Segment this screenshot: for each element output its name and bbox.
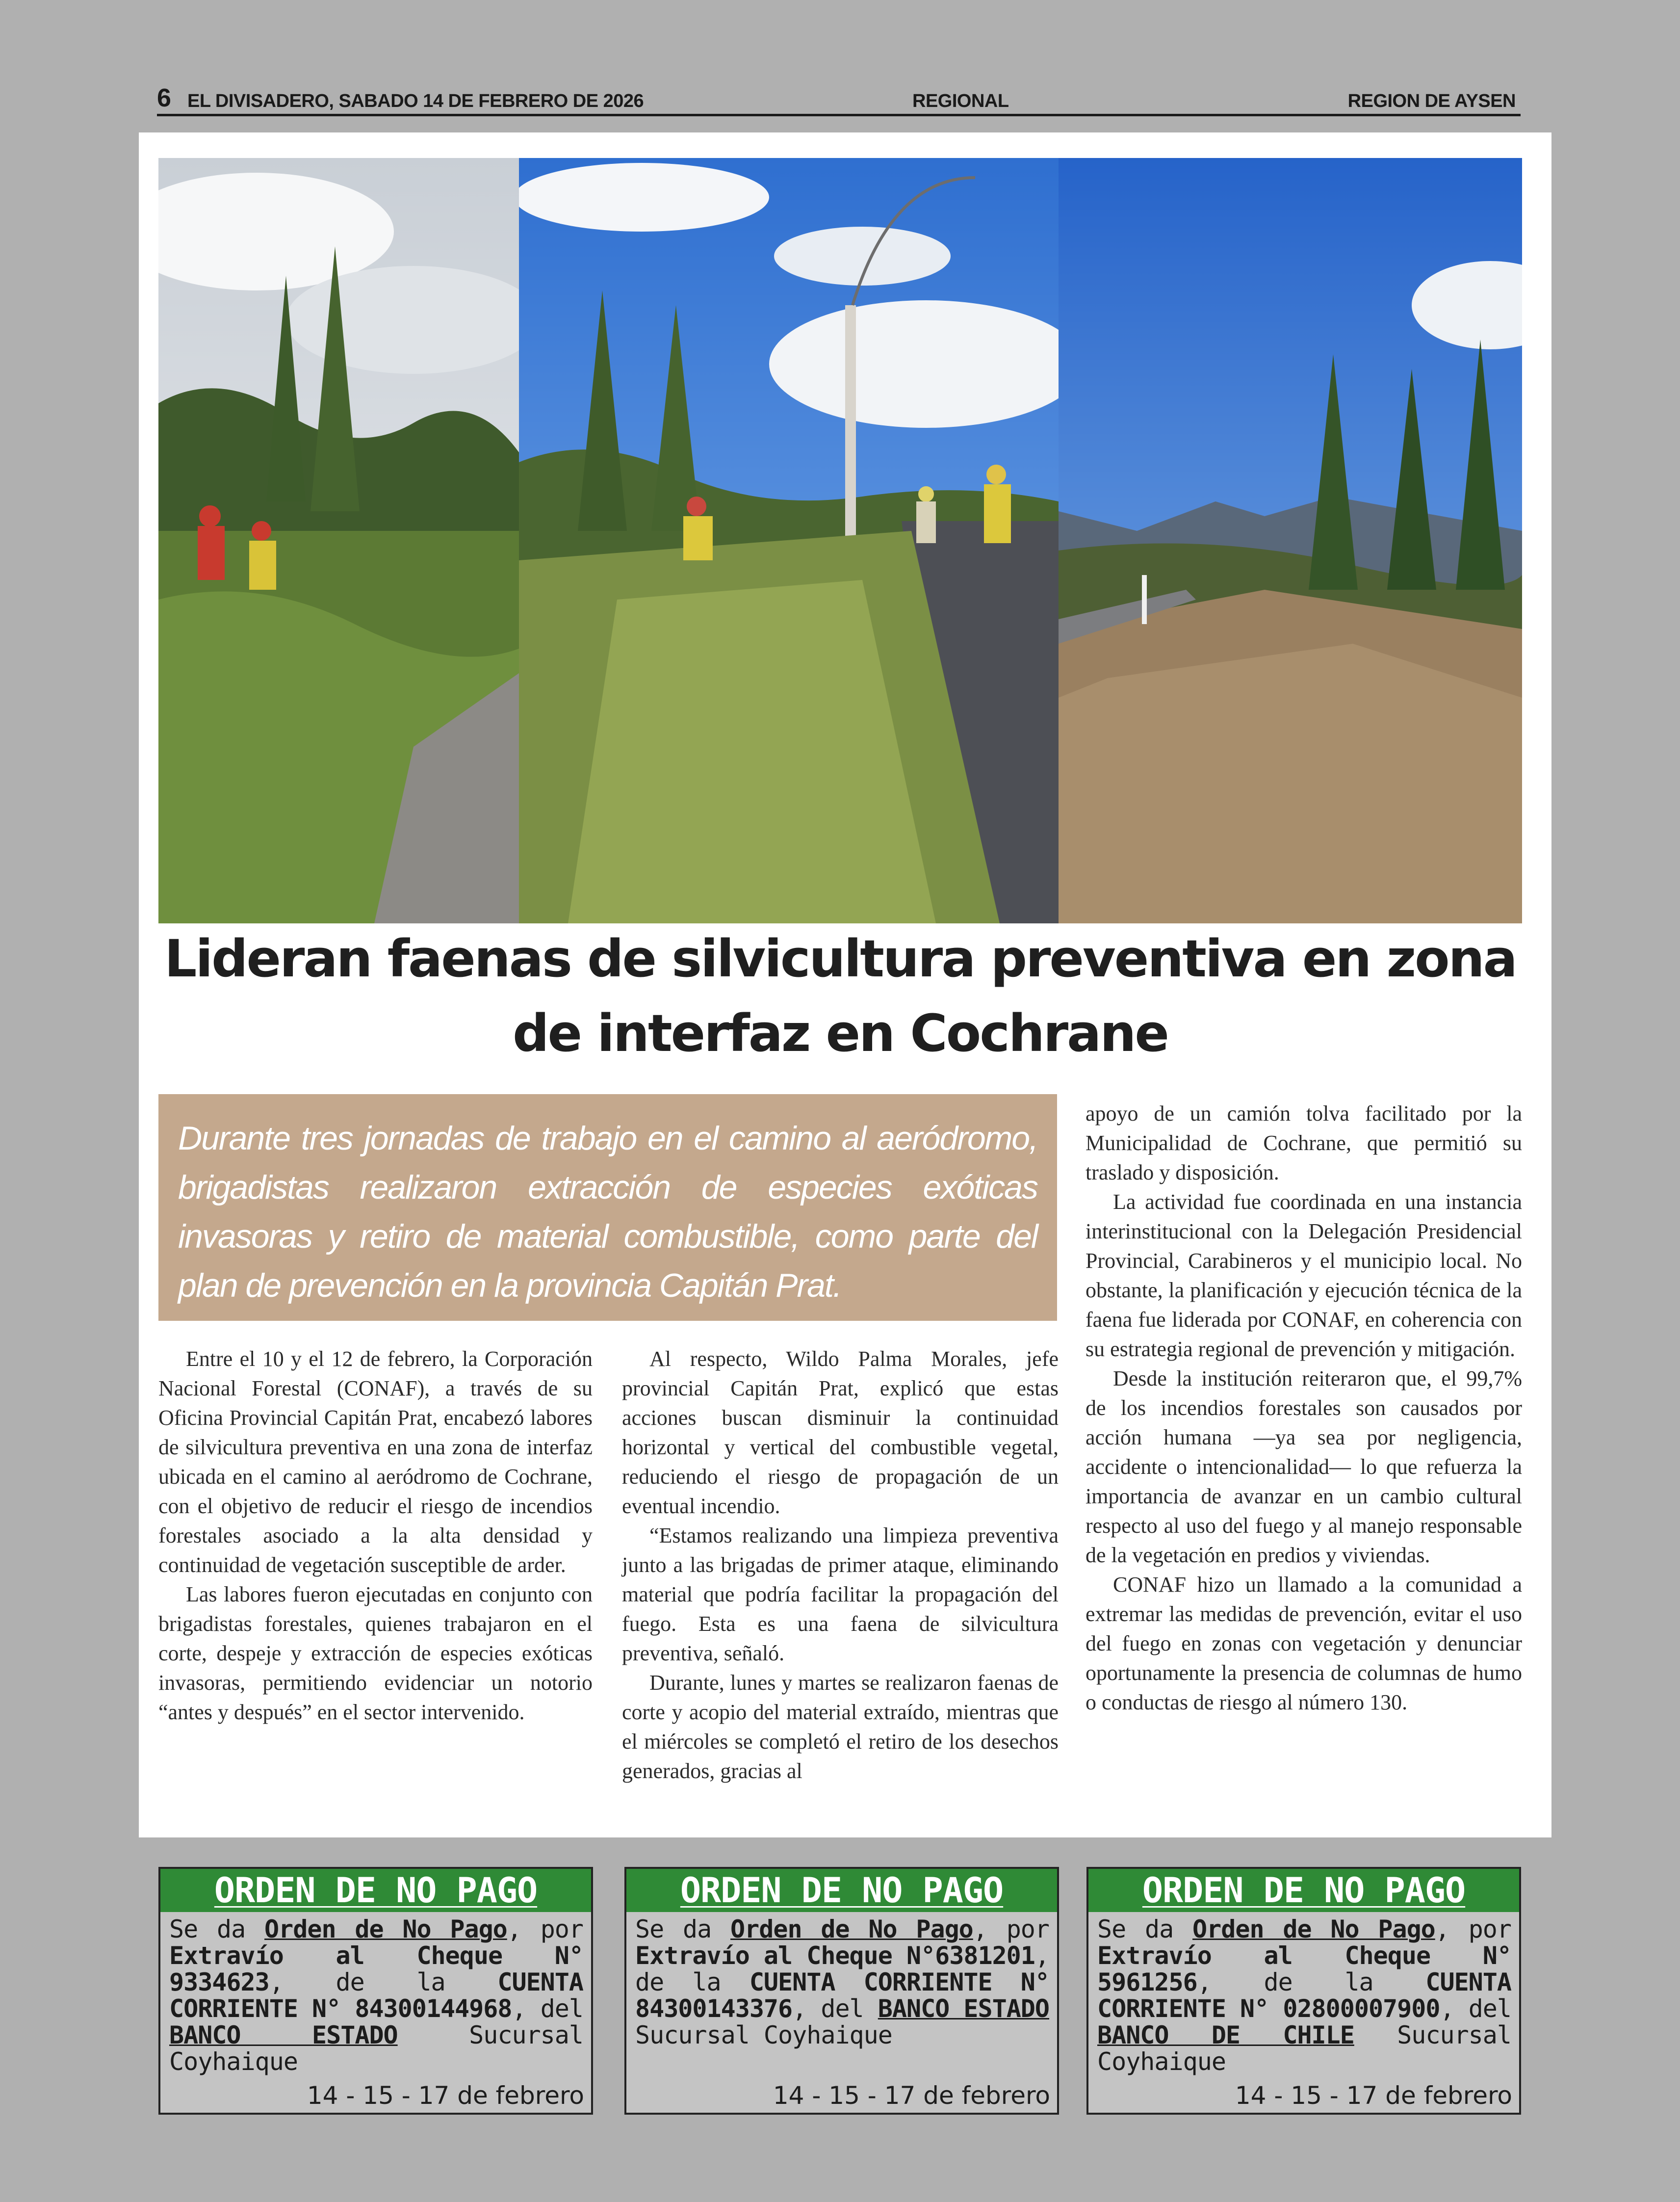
notice-bank: BANCO ESTADO xyxy=(878,1994,1049,2023)
paragraph: “Estamos realizando una limpieza preventiva junto a las brigadas de primer ataque, eliminando material que podría facilitar la propagación del fuego. Esta es una faena de silvicultura preventiva, señaló. xyxy=(622,1523,1059,1665)
photo-brigadists-cutting xyxy=(158,158,519,923)
notice-text: , de la xyxy=(1197,1968,1426,1996)
notice-text: , de la xyxy=(635,1941,1049,1996)
publication-dateline: EL DIVISADERO, SABADO 14 DE FEBRERO DE 2026 xyxy=(187,91,644,111)
notice-title: ORDEN DE NO PAGO xyxy=(160,1869,591,1912)
notice-title: ORDEN DE NO PAGO xyxy=(1088,1869,1519,1912)
headline-line-2: de interfaz en Cochrane xyxy=(513,1003,1168,1063)
notice-bank: BANCO ESTADO xyxy=(169,2021,398,2049)
paragraph: Al respecto, Wildo Palma Morales, jefe provincial Capitán Prat, explicó que estas acciones buscan disminuir la continuidad horizontal y vertical del combustible vegetal, reduciendo el riesgo de propagación de un eventual incendio. xyxy=(622,1347,1059,1518)
notice-account: CUENTA CORRIENTE N° 02800007900 xyxy=(1097,1968,1511,2023)
notice-order: Orden de No Pago xyxy=(1192,1915,1435,1943)
notice-bank: BANCO DE CHILE xyxy=(1097,2021,1354,2049)
notice-text: Se da xyxy=(1097,1915,1193,1943)
section-label: REGIONAL xyxy=(912,91,1009,111)
notice-body xyxy=(1088,1912,1519,2075)
notice-cheque: Extravío al Cheque N° 9334623 xyxy=(169,1941,583,1996)
notice-body xyxy=(160,1912,591,2075)
paragraph: Las labores fueron ejecutadas en conjunto con brigadistas forestales, quienes trabajaron en el corte, despeje y extracción de especies exóticas invasoras, permitiendo evidenciar un notorio “antes y después” en el sector intervenido. xyxy=(158,1582,593,1724)
article-headline xyxy=(158,921,1522,1071)
paragraph: apoyo de un camión tolva facilitado por la Municipalidad de Cochrane, que permitió su traslado y disposición. xyxy=(1086,1101,1522,1184)
notice-text: , de la xyxy=(269,1968,498,1996)
notice-no-pago-3 xyxy=(1086,1867,1521,2115)
notice-account: CUENTA CORRIENTE N° 84300143376 xyxy=(635,1968,1049,2023)
notice-title: ORDEN DE NO PAGO xyxy=(626,1869,1057,1912)
notice-order: Orden de No Pago xyxy=(730,1915,973,1943)
notice-text: Sucursal Coyhaique xyxy=(169,2021,583,2076)
notice-no-pago-2 xyxy=(624,1867,1059,2115)
notice-text: , del xyxy=(1440,1994,1512,2023)
article-card xyxy=(139,132,1551,1837)
article-lead: Durante tres jornadas de trabajo en el camino al aeródromo, brigadistas realizaron extracción de especies exóticas invasoras y retiro de material combustible, como parte del plan de prevención en la provincia Capitán Prat. xyxy=(158,1094,1057,1321)
region-label: REGION DE AYSEN xyxy=(1347,91,1516,111)
article-column-2 xyxy=(622,1344,1059,1786)
notice-order: Orden de No Pago xyxy=(264,1915,507,1943)
notice-text: Se da xyxy=(635,1915,731,1943)
notice-dates: 14 - 15 - 17 de febrero xyxy=(773,2081,1050,2110)
notice-text: Se da xyxy=(169,1915,265,1943)
paragraph: La actividad fue coordinada en una instancia interinstitucional con la Delegación Presidencial Provincial, Carabineros y el municipio local. No obstante, la planificación y ejecución técnica de la faena fue liderada por CONAF, en coherencia con su estrategia regional de prevención y mitigación. xyxy=(1086,1190,1522,1361)
notice-dates: 14 - 15 - 17 de febrero xyxy=(307,2081,584,2110)
notice-cheque: Extravío al Cheque N° 5961256 xyxy=(1097,1941,1511,1996)
paragraph: CONAF hizo un llamado a la comunidad a extremar las medidas de prevención, evitar el uso del fuego en zonas con vegetación y denunciar oportunamente la presencia de columnas de humo o conductas de riesgo al número 130. xyxy=(1086,1573,1522,1714)
page-number: 6 xyxy=(157,84,171,112)
article-column-3 xyxy=(1086,1099,1522,1717)
article-column-1 xyxy=(158,1344,593,1727)
notice-dates: 14 - 15 - 17 de febrero xyxy=(1235,2081,1512,2110)
notice-text: , del xyxy=(792,1994,878,2023)
photo-collage xyxy=(158,158,1522,923)
notice-text: Sucursal Coyhaique xyxy=(635,2021,892,2049)
notice-text: Sucursal Coyhaique xyxy=(1097,2021,1511,2076)
notice-text: , por xyxy=(507,1915,583,1943)
running-header xyxy=(157,84,1521,116)
paragraph: Entre el 10 y el 12 de febrero, la Corporación Nacional Forestal (CONAF), a través de su Oficina Provincial Capitán Prat, encabezó labores de silvicultura preventiva en una zona de interfaz ubicada en el camino al aeródromo de Cochrane, con el objetivo de reducir el riesgo de incendios forestales asociado a la alta densidad y continuidad de vegetación susceptible de arder. xyxy=(158,1347,593,1577)
headline-line-1: Lideran faenas de silvicultura preventiva en zona xyxy=(164,929,1516,989)
paragraph: Desde la institución reiteraron que, el 99,7% de los incendios forestales son causados por acción humana —ya sea por negligencia, accidente o intencionalidad— lo que refuerza la importancia de avanzar en un cambio cultural respecto al uso del fuego y al manejo responsable de la vegetación en predios y viviendas. xyxy=(1086,1366,1522,1567)
notice-account: CUENTA CORRIENTE N° 84300144968 xyxy=(169,1968,583,2023)
photo-cleared-field xyxy=(1059,158,1522,923)
paragraph: Durante, lunes y martes se realizaron faenas de corte y acopio del material extraído, mientras que el miércoles se completó el retiro de los desechos generados, gracias al xyxy=(622,1671,1059,1783)
notice-no-pago-1 xyxy=(158,1867,593,2115)
notice-text: , por xyxy=(973,1915,1049,1943)
notice-text: , del xyxy=(512,1994,584,2023)
photo-roadside-work xyxy=(519,158,1059,923)
notice-text: , por xyxy=(1435,1915,1511,1943)
notice-body xyxy=(626,1912,1057,2048)
notice-cheque: Extravío al Cheque N°6381201 xyxy=(635,1941,1035,1970)
